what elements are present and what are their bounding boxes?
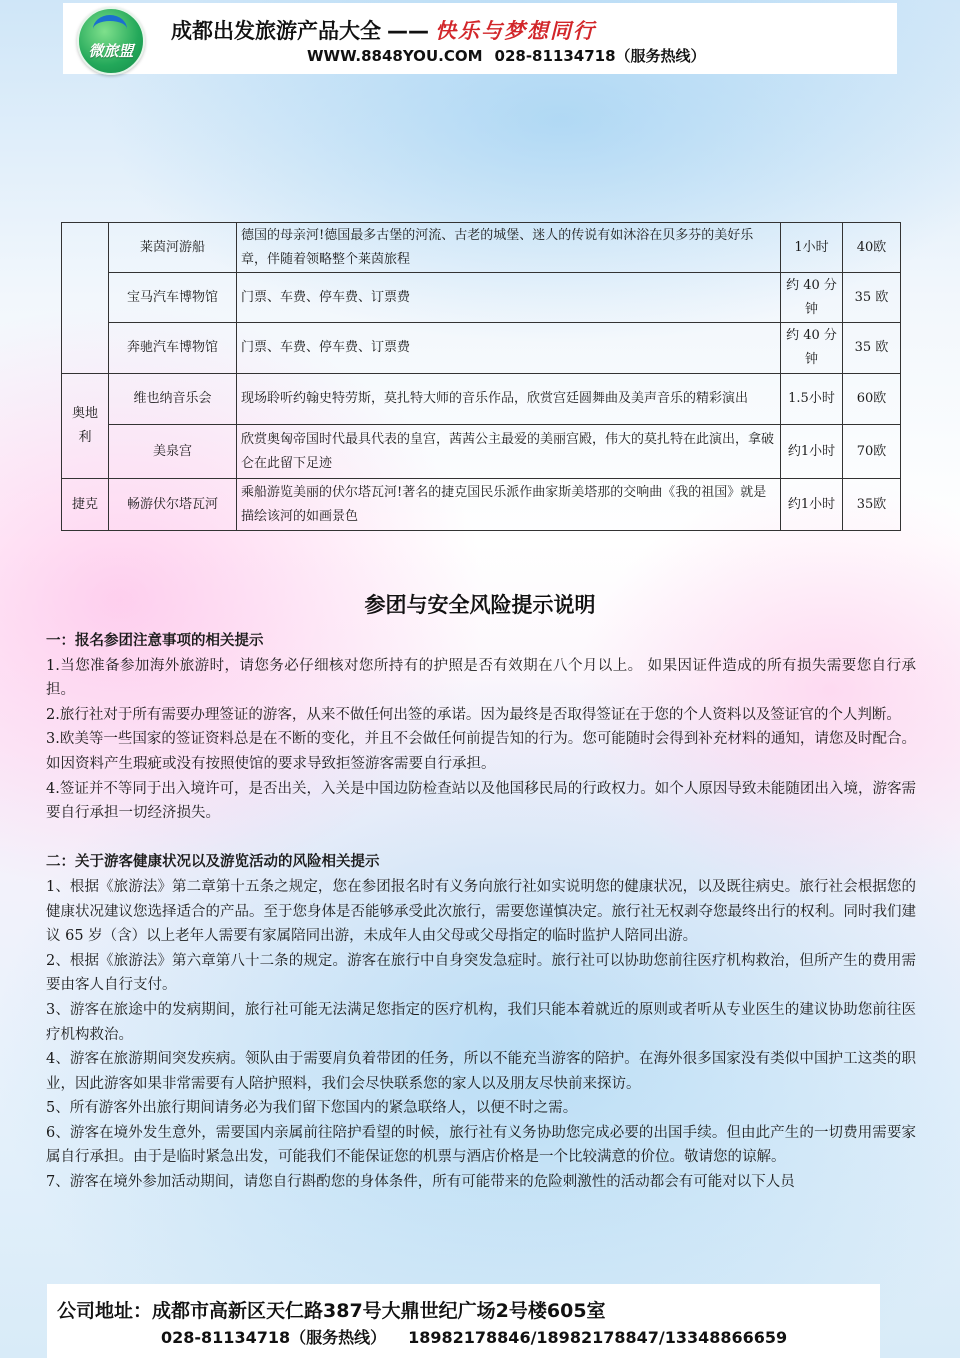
brand-logo: [77, 7, 145, 75]
item-price: 70欧: [843, 425, 901, 479]
notice-paragraph: 5、所有游客外出旅行期间请务必为我们留下您国内的紧急联络人，以便不时之需。: [46, 1100, 578, 1117]
notice-paragraph: 7、游客在境外参加活动期间，请您自行斟酌您的身体条件，所有可能带来的危险刺激性的活动都会有可能对以下人员: [46, 1174, 795, 1191]
item-name: 宝马汽车博物馆: [109, 273, 237, 323]
footer-mobiles: 18982178846/18982178847/13348866659: [408, 1328, 788, 1347]
item-description: 乘船游览美丽的伏尔塔瓦河!著名的捷克国民乐派作曲家斯美塔那的交响曲《我的祖国》就是描绘该河的如画景色: [237, 479, 781, 531]
notice-paragraph: 1.当您准备参加海外旅游时，请您务必仔细核对您所持有的护照是否有效期在八个月以上。 如果因证件造成的所有损失需要您自行承担。: [46, 657, 916, 699]
header-title: [171, 15, 596, 45]
country-cell: 捷克: [62, 479, 109, 531]
notice-paragraph: 2.旅行社对于所有需要办理签证的游客，从来不做任何出签的承诺。因为最终是否取得签证在于您的个人资料以及签证官的个人判断。: [46, 706, 901, 723]
item-duration: 约1小时: [781, 425, 843, 479]
item-duration: 约 40 分钟: [781, 273, 843, 323]
part2-heading: 二：关于游客健康状况以及游览活动的风险相关提示: [46, 853, 380, 871]
footer-hotline: 028-81134718（服务热线）: [161, 1328, 387, 1347]
item-duration: 约1小时: [781, 479, 843, 531]
table-row: [62, 425, 901, 479]
item-duration: 1.5小时: [781, 374, 843, 425]
page-footer: [47, 1284, 880, 1358]
item-name: 维也纳音乐会: [109, 374, 237, 425]
item-description: 现场聆听约翰史特劳斯，莫扎特大师的音乐作品，欣赏宫廷圆舞曲及美声音乐的精彩演出: [237, 374, 781, 425]
item-description: 德国的母亲河!德国最多古堡的河流、古老的城堡、迷人的传说有如沐浴在贝多芬的美好乐章，伴随着领略整个莱茵旅程: [237, 223, 781, 273]
notice-paragraph: 4、游客在旅游期间突发疾病。领队由于需要肩负着带团的任务，所以不能充当游客的陪护。在海外很多国家没有类似中国护工这类的职业，因此游客如果非常需要有人陪护照料，我们会尽快联系您的家人以及朋友尽快前来探访。: [46, 1051, 916, 1092]
header-website[interactable]: WWW.8848YOU.COM: [307, 47, 483, 65]
section-title: 参团与安全风险提示说明: [364, 592, 596, 617]
header-company-title: 成都出发旅游产品大全: [171, 19, 381, 43]
country-cell: 奥地利: [62, 374, 109, 479]
notice-paragraph: 4.签证并不等同于出入境许可，是否出关，入关是中国边防检查站以及他国移民局的行政权力。如个人原因导致未能随团出入境，游客需要自行承担一切经济损失。: [46, 780, 916, 822]
table-row: [62, 479, 901, 531]
risk-notice-body: [46, 629, 916, 1195]
item-price: 60欧: [843, 374, 901, 425]
item-description: 欣赏奥匈帝国时代最具代表的皇宫，茜茜公主最爱的美丽宫殿，伟大的莫扎特在此演出，拿破仑在此留下足迹: [237, 425, 781, 479]
notice-paragraph: 3、游客在旅途中的发病期间，旅行社可能无法满足您指定的医疗机构，我们只能本着就近的原则或者听从专业医生的建议协助您前往医疗机构救治。: [46, 1001, 916, 1043]
item-price: 40欧: [843, 223, 901, 273]
table-row: [62, 374, 901, 425]
country-cell: [62, 223, 109, 374]
table-row: [62, 223, 901, 273]
notice-paragraph: 6、游客在境外发生意外，需要国内亲属前往陪护看望的时候，旅行社有义务协助您完成必要的出国手续。但由此产生的一切费用需要家属自行承担。由于是临时紧急出发，可能我们不能保证您的机票与酒店价格是一个比较满意的价位。敬请您的谅解。: [46, 1124, 916, 1166]
page-header: [63, 3, 897, 74]
optional-activities-table: [61, 222, 901, 531]
notice-paragraph: 2、根据《旅游法》第六章第八十二条的规定。游客在旅行中自身突发急症时。旅行社可以协助您前往医疗机构救治，但所产生的费用需要由客人自行支付。: [46, 952, 916, 994]
footer-phones: [161, 1325, 787, 1348]
table-row: [62, 273, 901, 323]
notice-paragraph: 1、根据《旅游法》第二章第十五条之规定，您在参团报名时有义务向旅行社如实说明您的健康状况，以及既往病史。旅行社会根据您的健康状况建议您选择适合的产品。至于您身体是否能够承受此次旅行，需要您谨慎决定。旅行社无权剥夺您最终出行的权利。同时我们建议 65 岁（含）以上老年人需要有家属陪同出游，未成年人由父母或父母指定的临时监护人陪同出游。: [46, 878, 916, 945]
logo-text: 微旅盟: [88, 42, 134, 60]
table-row: [62, 323, 901, 374]
item-price: 35 欧: [843, 323, 901, 374]
header-slogan: 快乐与梦想同行: [435, 19, 596, 43]
paragraph-gap: [46, 826, 916, 851]
item-name: 莱茵河游船: [109, 223, 237, 273]
item-price: 35 欧: [843, 273, 901, 323]
item-price: 35欧: [843, 479, 901, 531]
item-name: 畅游伏尔塔瓦河: [109, 479, 237, 531]
footer-address: 公司地址：成都市高新区天仁路387号大鼎世纪广场2号楼605室: [57, 1300, 606, 1322]
item-duration: 1小时: [781, 223, 843, 273]
part1-heading: 一：报名参团注意事项的相关提示: [46, 632, 264, 649]
item-name: 奔驰汽车博物馆: [109, 323, 237, 374]
item-description: 门票、车费、停车费、订票费: [237, 323, 781, 374]
item-duration: 约 40 分钟: [781, 323, 843, 374]
notice-paragraph: 3.欧美等一些国家的签证资料总是在不断的变化，并且不会做任何前提告知的行为。您可能随时会得到补充材料的通知，请您及时配合。如因资料产生瑕疵或没有按照使馆的要求导致拒签游客需要自行承担。: [46, 731, 916, 772]
header-contact: [307, 45, 706, 66]
item-name: 美泉宫: [109, 425, 237, 479]
logo-swoosh-icon: [93, 15, 127, 43]
header-hotline: 028-81134718（服务热线）: [494, 47, 706, 65]
header-dash: ——: [387, 19, 429, 43]
item-description: 门票、车费、停车费、订票费: [237, 273, 781, 323]
